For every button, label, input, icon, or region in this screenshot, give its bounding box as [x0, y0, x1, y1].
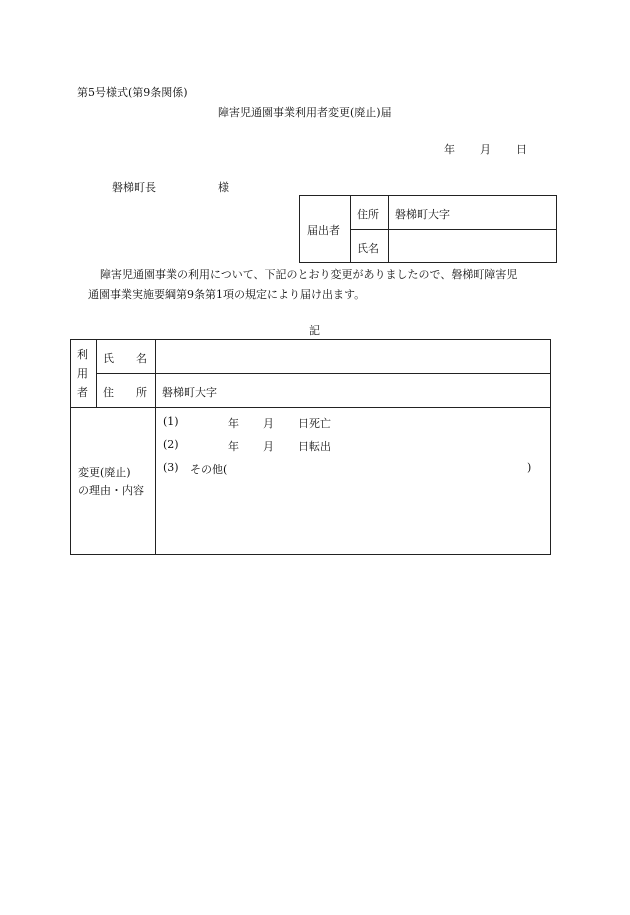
body-line-1: 障害児通園事業の利用について、下記のとおり変更がありましたので、磐梯町障害児	[100, 268, 518, 281]
addressee-name: 磐梯町長	[112, 181, 156, 194]
user-label-char-2: 用	[77, 367, 88, 380]
option-2-day: 日転出	[298, 440, 331, 453]
user-address-value[interactable]: 磐梯町大字	[162, 386, 217, 399]
user-address-label: 住 所	[103, 386, 147, 399]
option-2-year: 年	[228, 440, 239, 453]
option-3-label: その他(	[190, 463, 228, 476]
date-year-label: 年	[444, 143, 455, 156]
form-title: 障害児通園事業利用者変更(廃止)届	[218, 106, 392, 119]
user-name-label: 氏 名	[103, 352, 147, 365]
applicant-name-value[interactable]	[395, 240, 545, 254]
option-1-num: (1)	[163, 415, 179, 428]
option-2-num: (2)	[163, 438, 179, 451]
reason-label-line-2: の理由・内容	[78, 484, 144, 497]
option-3-num: (3)	[163, 461, 179, 474]
user-label-char-3: 者	[77, 386, 88, 399]
user-label-char-1: 利	[77, 348, 88, 361]
applicant-address-value[interactable]: 磐梯町大字	[395, 208, 450, 221]
date-day-label: 日	[516, 143, 527, 156]
form-number: 第5号様式(第9条関係)	[77, 86, 188, 99]
date-month-label: 月	[480, 143, 491, 156]
addressee-suffix: 様	[218, 181, 229, 194]
applicant-name-label: 氏名	[357, 242, 379, 255]
option-3-close: )	[527, 461, 532, 474]
reason-label-line-1: 変更(廃止)	[78, 466, 131, 479]
body-line-2: 通園事業実施要綱第9条第1項の規定により届け出ます。	[88, 288, 366, 301]
applicant-address-label: 住所	[357, 208, 379, 221]
option-2-month: 月	[263, 440, 274, 453]
option-1-day: 日死亡	[298, 417, 331, 430]
applicant-label: 届出者	[307, 224, 340, 237]
option-1-month: 月	[263, 417, 274, 430]
record-mark: 記	[309, 324, 320, 337]
option-1-year: 年	[228, 417, 239, 430]
user-label	[77, 345, 88, 402]
user-name-value[interactable]	[162, 350, 542, 364]
